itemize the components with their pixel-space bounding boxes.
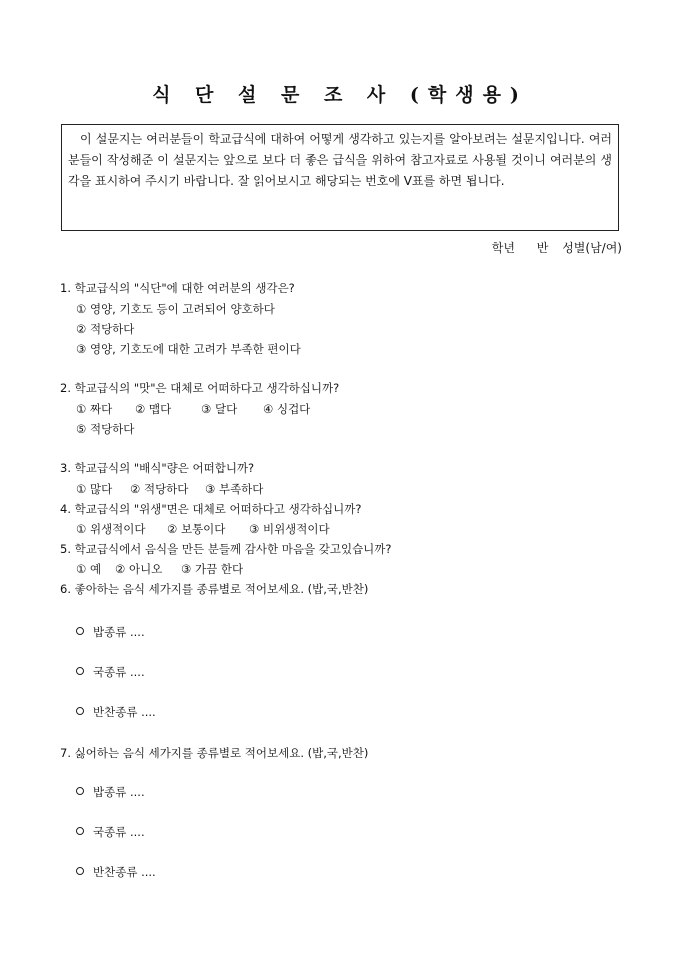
question-6: 6. 좋아하는 음식 세가지를 종류별로 적어보세요. (밥,국,반찬) <box>60 582 369 596</box>
gender-label: 성별(남/여) <box>562 241 622 255</box>
question-5: 5. 학교급식에서 음식을 만든 분들께 감사한 마음을 갖고있습니까? <box>60 542 392 556</box>
circle-bullet-icon <box>76 707 84 715</box>
page-title: 식 단 설 문 조 사 (학생용) <box>152 84 528 106</box>
circle-bullet-icon <box>76 667 84 675</box>
intro-box <box>61 124 619 231</box>
q5-option-2[interactable]: ② 아니오 <box>115 562 163 576</box>
q6-side-label: 반찬종류 .... <box>93 705 156 719</box>
circle-bullet-icon <box>76 627 84 635</box>
q2-options-row <box>76 401 310 417</box>
q6-rice-label: 밥종류 .... <box>93 625 145 639</box>
q3-option-2[interactable]: ② 적당하다 <box>130 482 189 496</box>
q4-options-row <box>76 521 330 537</box>
q5-options-row <box>76 561 243 577</box>
question-4: 4. 학교급식의 "위생"면은 대체로 어떠하다고 생각하십니까? <box>60 502 362 516</box>
q1-option-3[interactable]: ③ 영양, 기호도에 대한 고려가 부족한 편이다 <box>76 342 301 356</box>
q3-option-1[interactable]: ① 많다 <box>76 482 113 496</box>
circle-bullet-icon <box>76 827 84 835</box>
q6-rice-item[interactable] <box>76 624 145 640</box>
q2-option-3[interactable]: ③ 달다 <box>201 402 238 416</box>
circle-bullet-icon <box>76 867 84 875</box>
q5-option-1[interactable]: ① 예 <box>76 562 102 576</box>
q2-option-4[interactable]: ④ 싱겁다 <box>263 402 311 416</box>
student-info-line <box>474 239 622 256</box>
q2-option-5[interactable]: ⑤ 적당하다 <box>76 422 135 436</box>
q7-soup-label: 국종류 .... <box>93 825 145 839</box>
q6-soup-label: 국종류 .... <box>93 665 145 679</box>
q7-side-label: 반찬종류 .... <box>93 865 156 879</box>
q1-option-1[interactable]: ① 영양, 기호도 등이 고려되어 양호하다 <box>76 302 275 316</box>
q3-options-row <box>76 481 263 497</box>
q4-option-2[interactable]: ② 보통이다 <box>167 522 226 536</box>
q7-side-item[interactable] <box>76 864 156 880</box>
q4-option-3[interactable]: ③ 비위생적이다 <box>249 522 330 536</box>
grade-label: 학년 <box>491 241 515 255</box>
intro-text: 이 설문지는 여러분들이 학교급식에 대하여 어떻게 생각하고 있는지를 알아보려는 설문지입니다. 여러분들이 작성해준 이 설문지는 앞으로 보다 더 좋은 급식을 위하여 참고자료로 사용될 것이니 여러분의 생각을 표시하여 주시기 바랍니다. 잘 읽어보시고 해당되는 번호에 V표를 하면 됩니다. <box>68 132 612 188</box>
question-3: 3. 학교급식의 "배식"량은 어떠합니까? <box>60 461 255 475</box>
q2-option-1[interactable]: ① 짜다 <box>76 402 113 416</box>
q1-option-2[interactable]: ② 적당하다 <box>76 322 135 336</box>
q4-option-1[interactable]: ① 위생적이다 <box>76 522 146 536</box>
q5-option-3[interactable]: ③ 가끔 한다 <box>181 562 244 576</box>
q2-option-2[interactable]: ② 맵다 <box>135 402 172 416</box>
q7-rice-label: 밥종류 .... <box>93 785 145 799</box>
q6-side-item[interactable] <box>76 704 156 720</box>
q6-soup-item[interactable] <box>76 664 145 680</box>
question-2: 2. 학교급식의 "맛"은 대체로 어떠하다고 생각하십니까? <box>60 381 340 395</box>
question-1: 1. 학교급식의 "식단"에 대한 여러분의 생각은? <box>60 281 295 295</box>
question-7: 7. 싫어하는 음식 세가지를 종류별로 적어보세요. (밥,국,반찬) <box>60 746 369 760</box>
q3-option-3[interactable]: ③ 부족하다 <box>205 482 264 496</box>
q7-soup-item[interactable] <box>76 824 145 840</box>
class-label: 반 <box>536 241 549 255</box>
circle-bullet-icon <box>76 787 84 795</box>
q7-rice-item[interactable] <box>76 784 145 800</box>
